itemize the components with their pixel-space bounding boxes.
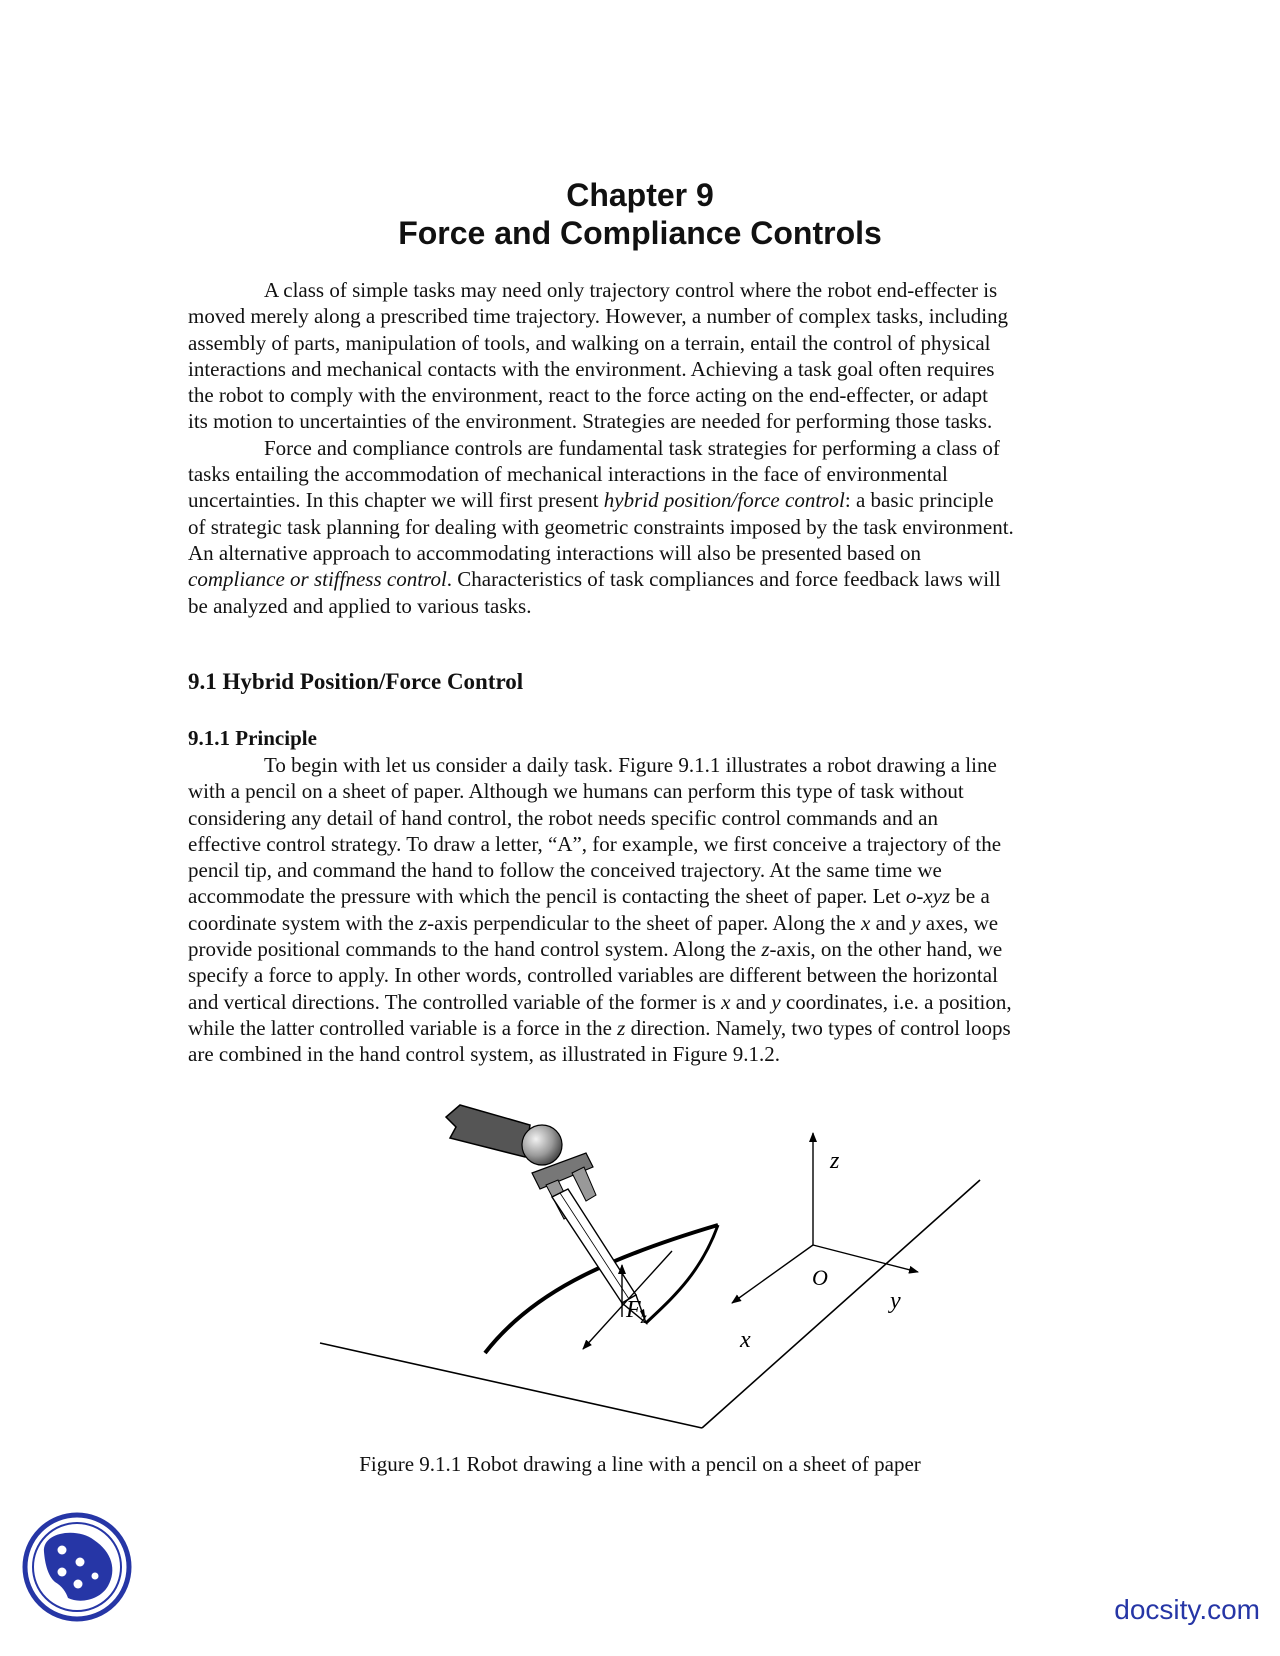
origin-label: O bbox=[812, 1265, 828, 1290]
math-var: o-xyz bbox=[905, 884, 951, 909]
intro-line: An alternative approach to accommodating interactions will also be presented based on bbox=[188, 540, 922, 565]
math-var: y bbox=[911, 910, 921, 935]
section-heading: 9.1 Hybrid Position/Force Control bbox=[188, 669, 524, 694]
text-run: be a bbox=[950, 884, 990, 909]
intro-line: assembly of parts, manipulation of tools, and walking on a terrain, entail the control of physical bbox=[188, 330, 991, 355]
robot-wrist-joint bbox=[522, 1125, 562, 1165]
emphasis-compliance-control: compliance or stiffness control bbox=[188, 567, 447, 592]
gripper-finger-right bbox=[572, 1167, 596, 1201]
intro-line: be analyzed and applied to various tasks. bbox=[188, 593, 532, 618]
math-var: x bbox=[861, 910, 871, 935]
x-axis bbox=[732, 1245, 813, 1303]
principle-line: To begin with let us consider a daily task. Figure 9.1.1 illustrates a robot drawing a line bbox=[264, 753, 997, 777]
chapter-title: Force and Compliance Controls bbox=[398, 215, 882, 251]
intro-line: moved merely along a prescribed time trajectory. However, a number of complex tasks, including bbox=[188, 304, 1009, 329]
principle-line bbox=[188, 936, 1098, 962]
math-var: z bbox=[761, 937, 770, 962]
intro-line: the robot to comply with the environment, react to the force acting on the end-effecter, or adapt bbox=[188, 383, 988, 408]
principle-line: with a pencil on a sheet of paper. Although we humans can perform this type of task without bbox=[188, 779, 964, 804]
figure-robot-pencil bbox=[300, 1085, 1000, 1435]
force-label: $F_z$ bbox=[626, 1297, 647, 1327]
figure-caption: Figure 9.1.1 Robot drawing a line with a pencil on a sheet of paper bbox=[359, 1452, 921, 1476]
principle-line: are combined in the hand control system, as illustrated in Figure 9.1.2. bbox=[188, 1042, 780, 1067]
paper-edge-front bbox=[320, 1343, 702, 1428]
docsity-brand-link[interactable]: docsity.com bbox=[1114, 1594, 1260, 1625]
math-var: y bbox=[771, 989, 781, 1014]
principle-line bbox=[188, 1015, 1098, 1041]
paper-edge-side bbox=[702, 1180, 980, 1428]
z-axis-label: z bbox=[830, 1148, 840, 1174]
y-axis-label: y bbox=[890, 1288, 901, 1314]
chapter-number: Chapter 9 bbox=[566, 177, 714, 213]
subsection-heading: 9.1.1 Principle bbox=[188, 726, 317, 750]
intro-line: tasks entailing the accommodation of mechanical interactions in the face of environmental bbox=[188, 462, 948, 487]
intro-line bbox=[188, 487, 1098, 513]
text-run: while the latter controlled variable is a force in the bbox=[188, 1015, 618, 1040]
text-run: and vertical directions. The controlled variable of the former is bbox=[188, 989, 722, 1014]
docsity-logo-icon[interactable] bbox=[22, 1512, 132, 1622]
intro-line: interactions and mechanical contacts with the environment. Achieving a task goal often requires bbox=[188, 356, 995, 381]
principle-line bbox=[188, 989, 1098, 1015]
x-axis-label: x bbox=[740, 1327, 751, 1353]
text-run: . Characteristics of task compliances and force feedback laws will bbox=[446, 567, 1001, 592]
principle-line bbox=[188, 883, 1098, 909]
principle-line: considering any detail of hand control, the robot needs specific control commands and an bbox=[188, 805, 938, 830]
text-run: axes, we bbox=[920, 910, 999, 935]
text-run: -axis, on the other hand, we bbox=[769, 937, 1003, 962]
text-run: coordinates, i.e. a position, bbox=[780, 989, 1012, 1014]
intro-paragraph-1 bbox=[188, 277, 1098, 619]
principle-paragraph bbox=[188, 752, 1098, 1068]
math-var: x bbox=[721, 989, 731, 1014]
text-run: uncertainties. In this chapter we will first present bbox=[188, 488, 604, 513]
intro-line: A class of simple tasks may need only trajectory control where the robot end-effecter is bbox=[264, 278, 998, 302]
drawn-line-stroke bbox=[646, 1225, 718, 1323]
intro-line: of strategic task planning for dealing with geometric constraints imposed by the task environment. bbox=[188, 514, 1014, 539]
text-run: : a basic principle bbox=[844, 488, 994, 513]
principle-line: pencil tip, and command the hand to follow the conceived trajectory. At the same time we bbox=[188, 858, 942, 883]
intro-line: its motion to uncertainties of the environment. Strategies are needed for performing those tasks. bbox=[188, 409, 993, 434]
text-run: and bbox=[870, 910, 912, 935]
principle-line bbox=[188, 910, 1098, 936]
math-var: z bbox=[617, 1015, 626, 1040]
text-run: accommodate the pressure with which the pencil is contacting the sheet of paper. Let bbox=[188, 884, 906, 909]
principle-line: specify a force to apply. In other words, controlled variables are different between the horizontal bbox=[188, 963, 998, 988]
intro-line bbox=[188, 566, 1098, 592]
intro-line: Force and compliance controls are fundamental task strategies for performing a class of bbox=[264, 435, 1000, 460]
math-var: z bbox=[418, 910, 428, 935]
text-run: direction. Namely, two types of control loops bbox=[625, 1015, 1011, 1040]
text-run: -axis perpendicular to the sheet of paper. Along the bbox=[427, 910, 862, 935]
emphasis-hybrid-control: hybrid position/force control bbox=[603, 488, 845, 513]
text-run: provide positional commands to the hand control system. Along the bbox=[188, 937, 762, 962]
principle-line: effective control strategy. To draw a letter, “A”, for example, we first conceive a trajectory of the bbox=[188, 831, 1002, 856]
robot-arm-link bbox=[446, 1105, 530, 1157]
text-run: coordinate system with the bbox=[188, 910, 419, 935]
text-run: and bbox=[730, 989, 772, 1014]
